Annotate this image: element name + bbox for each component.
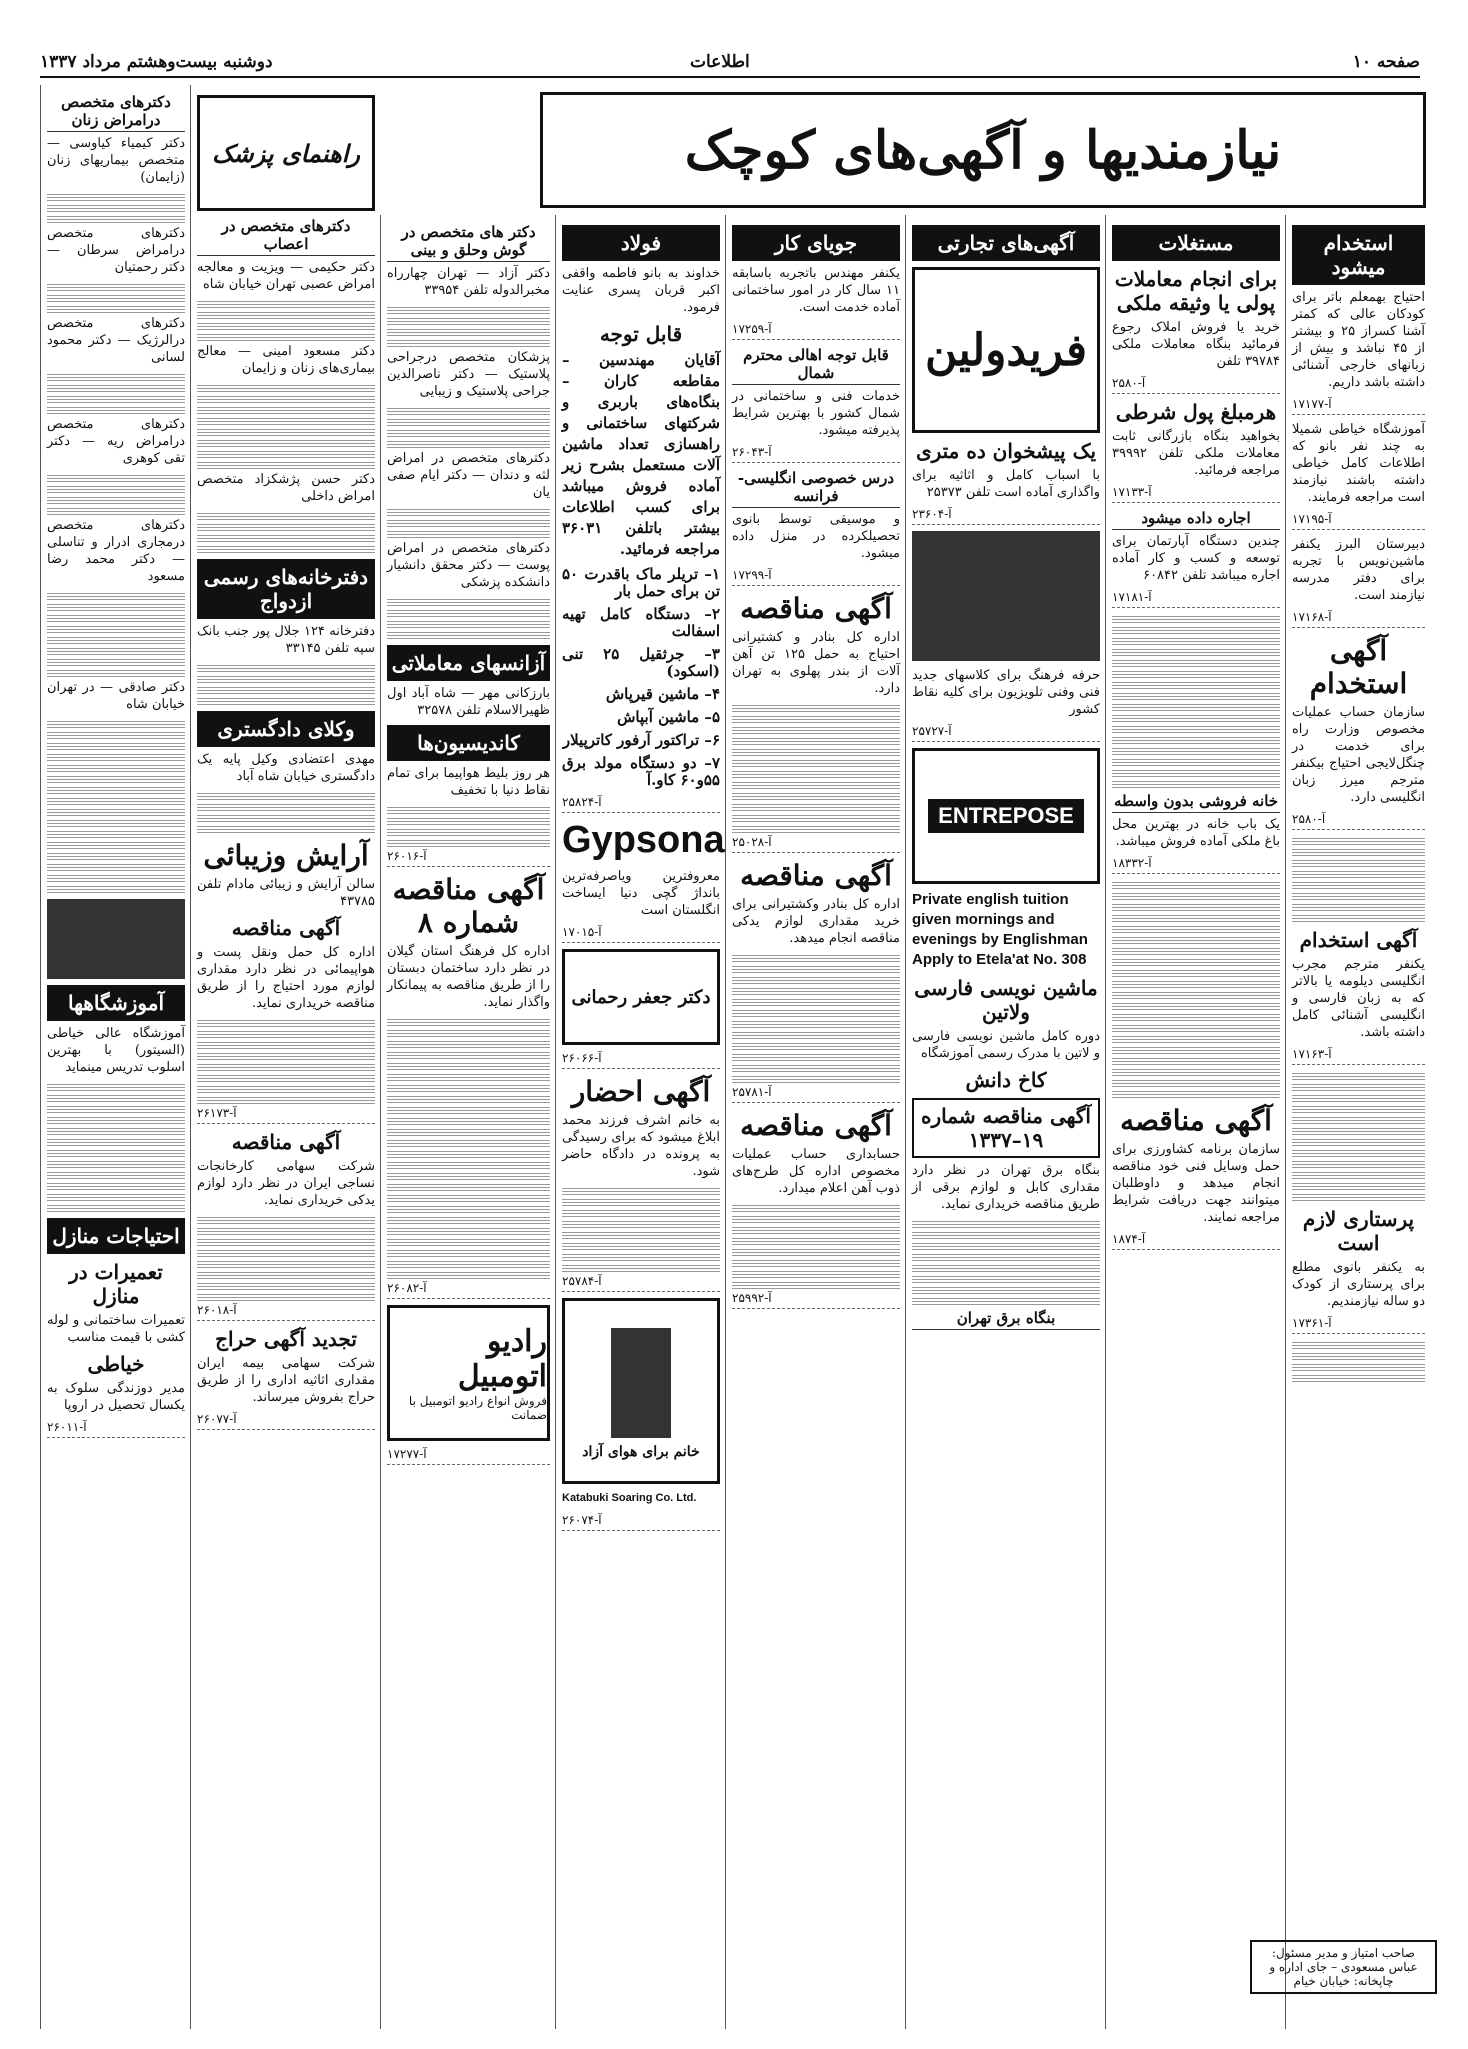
ad-ref: آ-۲۵۹۹۲ bbox=[732, 1291, 900, 1309]
ad-text: دکتر آزاد — تهران چهارراه مخبرالدوله تلفن ۳۳۹۵۴ bbox=[387, 266, 550, 298]
ad-ref: آ-۲۶۰۶۶ bbox=[562, 1051, 720, 1069]
ad-title: کاندیسیون‌ها bbox=[387, 725, 550, 761]
ad-text: سازمان برنامه کشاورزی برای حمل وسایل فنی خود مناقصه انجام میدهد و داوطلبان میتوانند جهت دریافت شرایط مراجعه نمایند. bbox=[1112, 1142, 1280, 1225]
radio-ad bbox=[387, 1305, 550, 1441]
ad-ref: آ-۲۶۰۷۷ bbox=[197, 1412, 375, 1430]
header-paper-name: اطلاعات bbox=[690, 52, 750, 72]
ad-title: قابل توجه اهالی محترم شمال bbox=[732, 346, 900, 385]
ad-ref: آ-۲۶۰۱۱ bbox=[47, 1420, 185, 1438]
ad-title: آرایش وزیبائی bbox=[203, 839, 369, 872]
ad-text: و موسیقی توسط بانوی تحصیلکرده در منزل داده میشود. bbox=[732, 512, 900, 561]
ad-ref: آ-۱۷۲۷۷ bbox=[387, 1447, 550, 1465]
ad-sign: بنگاه برق تهران bbox=[912, 1309, 1100, 1330]
page-header bbox=[40, 50, 1420, 78]
fridolin-ad bbox=[912, 267, 1100, 433]
ad-ref: آ-۱۷۱۹۵ bbox=[1292, 512, 1425, 530]
ad-text: اداره کل بنادر وکشتیرانی برای خرید مقداری لوازم یدکی مناقصه انجام میدهد. bbox=[732, 897, 900, 946]
ad-title: یک پیشخوان ده متری bbox=[915, 439, 1097, 463]
ad-text: به یکنفر بانوی مطلع برای پرستاری از کودک دو ساله نیازمندیم. bbox=[1292, 1260, 1425, 1309]
ad-text: به خانم اشرف فرزند محمد ابلاغ میشود که برای رسیدگی به پرونده در دادگاه حاضر شود. bbox=[562, 1113, 720, 1179]
ad-text: دفترخانه ۱۲۴ جلال پور جنب بانک سپه تلفن ۳۳۱۴۵ bbox=[197, 624, 375, 656]
column-6-section: دکتر های متخصص در گوش وحلق و بینی bbox=[387, 223, 550, 262]
column-5-section: فولاد bbox=[562, 225, 720, 261]
ad-text: دبیرستان البرز یکنفر ماشین‌نویس با تجربه برای دفتر مدرسه نیازمند است. bbox=[1292, 537, 1425, 603]
ad-text: دکتر حسن پژشکزاد متخصص امراض داخلی bbox=[197, 472, 375, 504]
ad-text: دکترهای متخصص در امراض پوست — دکتر محقق دانشیار دانشکده پزشکی bbox=[387, 541, 550, 590]
ad-text: بخواهید بنگاه بازرگانی ثابت معاملات ملکی تلفن ۳۹۹۹۲ مراجعه فرمائید. bbox=[1112, 429, 1280, 478]
column-8-section: دکترهای متخصص درامراض زنان bbox=[47, 93, 185, 132]
ad-ref: آ-۲۶۰۱۶ bbox=[387, 849, 550, 867]
ad-title: درس خصوصی انگلیسی-فرانسه bbox=[732, 469, 900, 508]
column-8 bbox=[40, 85, 191, 2029]
column-2-section: مستغلات bbox=[1112, 225, 1280, 261]
ad-text: دکتر مسعود امینی — معالج بیماری‌های زنان و زایمان bbox=[197, 344, 375, 376]
ad-ref: آ-۲۵۷۸۴ bbox=[562, 1274, 720, 1292]
ad-text: احتیاج بهمعلم باتر برای کودکان عالی که کمتر آشنا کسراز ۲۵ و بیشتر از ۴۵ نباشد و بیش از زبانهای خارجی آشنائی داشته باشد داریم. bbox=[1292, 290, 1426, 390]
ad-text: مهدی اعتضادی وکیل پایه یک دادگستری خیابان شاه آباد bbox=[197, 752, 375, 784]
ad-title: ماشین نویسی فارسی ولاتین bbox=[914, 976, 1098, 1024]
ad-text: چندین دستگاه آپارتمان برای توسعه و کسب و کار آماده اجاره میباشد تلفن ۶۰۸۴۲ bbox=[1112, 534, 1280, 583]
ad-text: بنگاه برق تهران در نظر دارد مقداری کابل و لوازم برقی از طریق مناقصه خریداری نماید. bbox=[912, 1163, 1100, 1212]
ad-ref: آ-۱۸۳۳۲ bbox=[1112, 856, 1280, 874]
column-5 bbox=[555, 215, 726, 2029]
doctor-guide-logo bbox=[197, 95, 375, 211]
machine-item: ۳– جرثقیل ۲۵ تنی (اسکود) bbox=[562, 645, 720, 680]
machine-item: ۷– دو دستگاه مولد برق ۵۵و۶۰ کاو.آ bbox=[562, 754, 720, 789]
ad-ref: آ-۱۷۱۷۷ bbox=[1292, 397, 1425, 415]
ad-title: آگهی مناقصه شماره ۸ bbox=[392, 873, 545, 939]
ad-text: خرید یا فروش املاک رجوع فرمائید بنگاه معاملات ملکی ۳۹۷۸۴ تلفن bbox=[1112, 320, 1280, 369]
ad-ref: آ-۱۷۱۶۸ bbox=[1292, 610, 1425, 628]
ad-text: اداره کل فرهنگ استان گیلان در نظر دارد ساختمان دبستان را از طریق مناقصه به پیمانکار واگذار نماید. bbox=[387, 944, 550, 1010]
column-1 bbox=[1285, 215, 1431, 2029]
ad-title: آگهی مناقصه bbox=[740, 859, 892, 892]
ad-ref: آ-۲۵۸۲۴ bbox=[562, 795, 720, 813]
ad-title: پرستاری لازم است bbox=[1302, 1207, 1415, 1255]
column-3 bbox=[905, 215, 1106, 2029]
ad-title: آگهی مناقصه شماره ۱۹–۱۳۳۷ bbox=[912, 1098, 1100, 1158]
machine-item: ۱– تریلر ماک باقدرت ۵۰ تن برای حمل بار bbox=[562, 565, 720, 600]
ad-ref: آ-۱۸۷۴ bbox=[1112, 1232, 1280, 1250]
ad-text: اداره کل بنادر و کشتیرانی احتیاج به حمل ۱۲۵ تن آهن آلات از بندر پهلوی به تهران دارد. bbox=[732, 630, 900, 696]
doctor-box bbox=[562, 949, 720, 1045]
ad-ref: آ-۲۶۰۱۸ bbox=[197, 1303, 375, 1321]
ad-text: یکنفر مهندس باتجربه باسابقه ۱۱ سال کار در امور ساختمانی آماده خدمت است. bbox=[732, 266, 900, 315]
column-2 bbox=[1105, 215, 1286, 2029]
ad-text: شرکت سهامی بیمه ایران مقداری اثاثیه اداری را از طریق حراج بفروش میرساند. bbox=[197, 1356, 375, 1405]
product-photo bbox=[912, 531, 1100, 661]
ad-title: آگهی استخدام bbox=[1299, 928, 1418, 952]
ad-text: اداره کل حمل ونقل پست و هواپیمائی در نظر دارد مقداری لوازم مورد احتیاج را از طریق مناقصه خریداری نماید. bbox=[197, 945, 375, 1011]
ad-text: با اسباب کامل و اثاثیه برای واگذاری آماده است تلفن ۲۵۳۷۳ bbox=[912, 468, 1100, 500]
ad-text: دکترهای متخصص درالرژیک — دکتر محمود لسانی bbox=[47, 316, 185, 365]
ad-ref: آ-۱۷۱۸۱ bbox=[1112, 590, 1280, 608]
ad-ref: آ-۲۵۸۰ bbox=[1292, 812, 1425, 830]
ad-text: دکتر حکیمی — ویزیت و معالجه امراض عصبی تهران خیابان شاه bbox=[197, 260, 375, 292]
ad-text: حسابداری حساب عملیات مخصوص اداره کل طرح‌های ذوب آهن اعلام میدارد. bbox=[732, 1147, 900, 1196]
ad-text: دوره کامل ماشین نویسی فارسی و لاتین با مدرک رسمی آموزشگاه bbox=[912, 1029, 1100, 1061]
ad-title: آگهی مناقصه bbox=[740, 592, 892, 625]
machine-item: ۵– ماشین آبپاش bbox=[617, 708, 720, 726]
ad-ref: آ-۲۵۸۰ bbox=[1112, 376, 1280, 394]
ad-title: دفترخانه‌های رسمی ازدواج bbox=[197, 559, 375, 619]
header-date: دوشنبه بیست‌وهشتم مرداد ۱۳۳۷ bbox=[40, 52, 273, 72]
product-caption: حرفه فرهنگ برای کلاسهای جدید فنی وفنی تلویزیون برای کلیه نقاط کشور bbox=[912, 668, 1100, 717]
ad-title: آموزشگاهها bbox=[47, 985, 185, 1021]
entrepose-ad bbox=[912, 748, 1100, 884]
ad-text: آموزشگاه خیاطی شمیلا به چند نفر بانو که اطلاعات کامل خیاطی داشته باشند نیازمند است مراجعه فرمایند. bbox=[1292, 422, 1425, 505]
ad-title: آگهی احضار bbox=[571, 1075, 711, 1108]
ad-ref: آ-۱۷۱۶۳ bbox=[1292, 1047, 1425, 1065]
ad-text: دکتر صادقی — در تهران خیابان شاه bbox=[47, 680, 185, 712]
gypsona-caption: معروفترین ویاصرفه‌ترین بانداژ گچی دنیا ایساخت انگلستان است bbox=[562, 869, 720, 918]
ad-ref: آ-۱۷۱۳۳ bbox=[1112, 485, 1280, 503]
tuition-ad: Private english tuition given mornings and evenings by Englishman Apply to Etela'at No. 308 bbox=[912, 891, 1088, 968]
ad-text: پزشکان متخصص درجراحی پلاستیک — دکتر ناصرالدین جراحی پلاستیک و زیبایی bbox=[387, 350, 550, 399]
column-7 bbox=[190, 85, 381, 2029]
ad-text: آقایان مهندسین – مقاطعه کاران – بنگاه‌های باربری و شرکتهای ساختمانی و راهسازی تعداد ماشین آلات مستعمل بشرح زیر آماده فروش میباشد برای کسب اطلاعات بیشتر باتلفن ۳۶۰۳۱ مراجعه فرمائید. bbox=[562, 351, 720, 558]
column-4-section: جویای کار bbox=[732, 225, 900, 261]
ad-title: آگهی مناقصه bbox=[231, 1130, 341, 1154]
illustration-faces bbox=[47, 899, 185, 979]
fashion-figure bbox=[611, 1328, 671, 1438]
column-4 bbox=[725, 215, 906, 2029]
ad-text: سالن آرایش و زیبائی مادام تلفن ۴۳۷۸۵ bbox=[197, 877, 375, 909]
ad-ref: آ-۲۶۰۷۴ bbox=[562, 1513, 720, 1531]
ad-text: بارزکانی مهر — شاه آباد اول ظهیرالاسلام تلفن ۳۲۵۷۸ bbox=[387, 686, 550, 718]
ad-ref: آ-۲۳۶۰۴ bbox=[912, 507, 1100, 525]
ad-text: خدمات فنی و ساختمانی در شمال کشور با بهترین شرایط پذیرفته میشود. bbox=[732, 389, 900, 438]
ad-text: تعمیرات ساختمانی و لوله کشی با قیمت مناسب bbox=[47, 1313, 185, 1345]
ad-text: هر روز بلیط هواپیما برای تمام نقاط دنیا با تخفیف bbox=[387, 766, 550, 798]
ad-title: خانه فروشی بدون واسطه bbox=[1112, 792, 1280, 813]
ad-title: خیاطی bbox=[87, 1352, 145, 1376]
ad-title: آگهی استخدام bbox=[1309, 634, 1408, 700]
ad-ref: آ-۱۷۲۹۹ bbox=[732, 568, 900, 586]
ad-text: دکترهای متخصص در امراض لثه و دندان — دکتر ایام صفی یان bbox=[387, 451, 550, 500]
ad-title: تجدید آگهی حراج bbox=[215, 1327, 357, 1351]
school-name: کاخ دانش bbox=[965, 1068, 1047, 1092]
ad-text: آموزشگاه عالی خیاطی (السیتور) با بهترین اسلوب تدریس مینماید bbox=[47, 1026, 185, 1075]
radio-text: فروش انواع رادیو اتومبیل با ضمانت bbox=[408, 1394, 547, 1422]
ad-ref: آ-۲۵۷۸۱ bbox=[732, 1085, 900, 1103]
banner-title: نیازمندیها و آگهی‌های کوچک bbox=[684, 119, 1282, 181]
ad-ref: آ-۲۵۰۲۸ bbox=[732, 835, 900, 853]
ad-ref: آ-۱۷۳۶۱ bbox=[1292, 1316, 1425, 1334]
ad-subtitle: تعمیرات در منازل bbox=[69, 1260, 163, 1308]
ad-text: شرکت سهامی کارخانجات نساجی ایران در نظر دارد لوازم یدکی خریداری نماید. bbox=[197, 1159, 375, 1208]
ad-ref: آ-۲۶۱۷۳ bbox=[197, 1106, 375, 1124]
ad-text: دکترهای متخصص درامراض ریه — دکتر تقی کوهری bbox=[47, 417, 185, 466]
column-3-section: آگهی‌های تجارتی bbox=[912, 225, 1100, 261]
entrepose-logo: ENTREPOSE bbox=[928, 799, 1084, 833]
ad-text: دکتر کیمیاء کیاوسی — متخصص بیماریهای زنان (زایمان) bbox=[47, 136, 185, 185]
machine-item: ۴– ماشین قیرپاش bbox=[605, 685, 720, 703]
publisher-note: صاحب امتیاز و مدیر مسئول: عباس مسعودی – جای اداره و چاپخانه: خیابان خیام bbox=[1250, 1940, 1437, 1994]
gypsona-logo: Gypsona bbox=[562, 819, 725, 861]
ad-text: خداوند به بانو فاطمه واقفی اکبر قربان پسری عنایت فرمود. bbox=[562, 266, 720, 315]
fashion-ad bbox=[562, 1298, 720, 1484]
ad-text: دکترهای متخصص درامراض سرطان — دکتر رحمتیان bbox=[47, 226, 185, 275]
ad-text: یکنفر مترجم مجرب انگلیسی دیلومه یا بالاتر که به زبان فارسی و انگلیسی آشنائی کامل داشته باشد. bbox=[1292, 957, 1425, 1040]
ad-text: دکترهای متخصص درمجاری ادرار و تناسلی — دکتر محمد رضا مسعود bbox=[47, 518, 185, 584]
doctor-guide-title: راهنمای پزشک bbox=[212, 138, 360, 168]
ad-text: یک باب خانه در بهترین محل باغ ملکی آماده فروش میباشد. bbox=[1112, 817, 1280, 849]
ad-title: قابل توجه bbox=[599, 322, 683, 346]
ad-ref: آ-۲۵۷۲۷ bbox=[912, 724, 1100, 742]
fashion-title: خانم برای هوای آزاد bbox=[582, 1444, 700, 1460]
fridolin-brand: فریدولین bbox=[924, 324, 1088, 376]
ad-title: وکلای دادگستری bbox=[197, 711, 375, 747]
ad-title: آگهی مناقصه bbox=[740, 1109, 892, 1142]
column-6 bbox=[380, 215, 556, 2029]
doctor-name: دکتر جعفر رحمانی bbox=[571, 986, 711, 1008]
ad-ref: آ-۱۷۰۱۵ bbox=[562, 925, 720, 943]
ad-title: هرمبلغ پول شرطی bbox=[1115, 400, 1277, 424]
ad-text: مدیر دوزندگی سلوک به یکسال تحصیل در اروپا bbox=[47, 1381, 185, 1413]
ad-text: سازمان حساب عملیات مخصوص وزارت راه برای خدمت در چنگل‌لایجی احتیاج بیکنفر مترجم میرز زبان انگلیسی دارد. bbox=[1292, 705, 1425, 805]
classifieds-banner bbox=[540, 92, 1426, 208]
column-7-section: دکترهای متخصص در اعصاب bbox=[197, 217, 375, 256]
company-name: Katabuki Soaring Co. Ltd. bbox=[562, 1492, 697, 1504]
ad-title: آگهی مناقصه bbox=[231, 916, 341, 940]
header-page-label: صفحه ۱۰ bbox=[1352, 52, 1420, 72]
ad-title: احتیاجات منازل bbox=[47, 1218, 185, 1254]
machine-item: ۲– دستگاه کامل تهیه اسفالت bbox=[562, 605, 720, 640]
ad-title: آگهی مناقصه bbox=[1120, 1104, 1272, 1137]
ad-title: اجاره داده میشود bbox=[1112, 509, 1280, 530]
ad-ref: آ-۱۷۲۵۹ bbox=[732, 322, 900, 340]
column-1-section: استخدام میشود bbox=[1292, 225, 1425, 285]
ad-title: آزانسهای معاملاتی bbox=[387, 645, 550, 681]
radio-title: رادیو اتومبیل bbox=[457, 1324, 547, 1394]
ad-ref: آ-۲۶۰۴۳ bbox=[732, 445, 900, 463]
ad-ref: آ-۲۶۰۸۲ bbox=[387, 1281, 550, 1299]
ad-title: برای انجام معاملات پولی یا وثیقه ملکی bbox=[1114, 267, 1278, 315]
machine-item: ۶– تراکتور آرفور کاترپیلار bbox=[562, 731, 720, 749]
